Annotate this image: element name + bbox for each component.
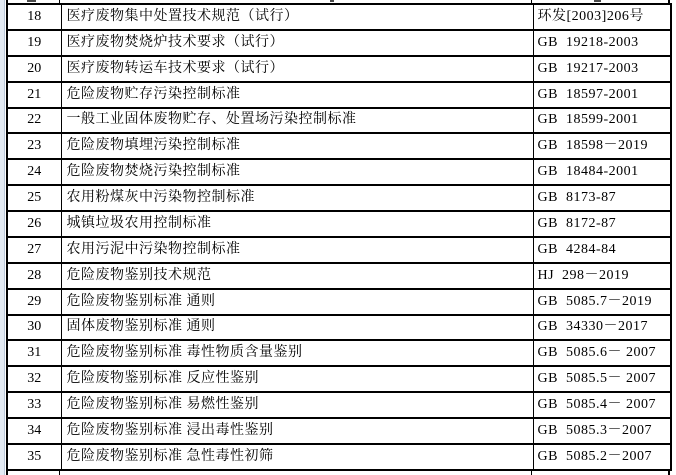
row-number-cell: 22 <box>7 108 61 134</box>
cropped-row-fragment <box>594 0 601 2</box>
standard-title-cell: 医疗废物转运车技术要求（试行） <box>61 56 533 82</box>
table-row <box>7 4 671 30</box>
row-number-cell: 24 <box>7 159 61 185</box>
row-number-cell: 18 <box>7 4 61 30</box>
table-row <box>7 133 671 159</box>
table-row <box>7 159 671 185</box>
standards-table-body <box>7 4 671 470</box>
row-number-cell: 30 <box>7 315 61 341</box>
cropped-row-fragment <box>330 0 334 2</box>
table-row <box>7 30 671 56</box>
standard-title-cell: 危险废物鉴别标准 急性毒性初筛 <box>61 444 533 470</box>
standard-title-cell: 城镇垃圾农用控制标准 <box>61 211 533 237</box>
standard-code-cell: GB 19218-2003 <box>533 30 671 56</box>
column-border-stub <box>668 471 670 475</box>
standard-title-cell: 危险废物鉴别标准 浸出毒性鉴别 <box>61 418 533 444</box>
standard-title-cell: 危险废物填埋污染控制标准 <box>61 133 533 159</box>
row-number-cell: 23 <box>7 133 61 159</box>
cropped-row-fragment <box>27 0 36 2</box>
table-row <box>7 289 671 315</box>
standard-code-cell: GB 4284-84 <box>533 237 671 263</box>
standard-code-cell: GB 19217-2003 <box>533 56 671 82</box>
standard-code-cell: 环发[2003]206号 <box>533 4 671 30</box>
column-border-stub <box>531 471 532 475</box>
row-number-cell: 29 <box>7 289 61 315</box>
standard-title-cell: 危险废物鉴别标准 易燃性鉴别 <box>61 392 533 418</box>
standard-code-cell: GB 5085.5－ 2007 <box>533 366 671 392</box>
standard-title-cell: 农用污泥中污染物控制标准 <box>61 237 533 263</box>
table-row <box>7 237 671 263</box>
row-number-cell: 32 <box>7 366 61 392</box>
standard-code-cell: GB 18484-2001 <box>533 159 671 185</box>
standard-code-cell: GB 8172-87 <box>533 211 671 237</box>
standard-title-cell: 危险废物鉴别技术规范 <box>61 263 533 289</box>
table-row <box>7 108 671 134</box>
table-row <box>7 82 671 108</box>
table-row <box>7 444 671 470</box>
table-row <box>7 418 671 444</box>
row-number-cell: 19 <box>7 30 61 56</box>
standard-code-cell: GB 5085.3－2007 <box>533 418 671 444</box>
standard-title-cell: 医疗废物集中处置技术规范（试行） <box>61 4 533 30</box>
row-number-cell: 31 <box>7 340 61 366</box>
row-number-cell: 25 <box>7 185 61 211</box>
standard-code-cell: GB 5085.4－ 2007 <box>533 392 671 418</box>
table-row <box>7 315 671 341</box>
standard-title-cell: 医疗废物焚烧炉技术要求（试行） <box>61 30 533 56</box>
standard-code-cell: GB 18597-2001 <box>533 82 671 108</box>
row-number-cell: 35 <box>7 444 61 470</box>
standard-code-cell: GB 18598－2019 <box>533 133 671 159</box>
standard-title-cell: 危险废物焚烧污染控制标准 <box>61 159 533 185</box>
row-number-cell: 27 <box>7 237 61 263</box>
standard-code-cell: HJ 298－2019 <box>533 263 671 289</box>
table-row <box>7 366 671 392</box>
column-border-stub <box>6 471 8 475</box>
standard-title-cell: 危险废物鉴别标准 反应性鉴别 <box>61 366 533 392</box>
standard-code-cell: GB 8173-87 <box>533 185 671 211</box>
standard-code-cell: GB 5085.7－2019 <box>533 289 671 315</box>
standard-title-cell: 农用粉煤灰中污染物控制标准 <box>61 185 533 211</box>
table-row <box>7 392 671 418</box>
standard-title-cell: 危险废物鉴别标准 通则 <box>61 289 533 315</box>
table-row <box>7 185 671 211</box>
table-row <box>7 211 671 237</box>
table-row <box>7 56 671 82</box>
row-number-cell: 20 <box>7 56 61 82</box>
table-row <box>7 340 671 366</box>
standard-code-cell: GB 5085.6－ 2007 <box>533 340 671 366</box>
row-number-cell: 34 <box>7 418 61 444</box>
standard-title-cell: 一般工业固体废物贮存、处置场污染控制标准 <box>61 108 533 134</box>
standard-code-cell: GB 18599-2001 <box>533 108 671 134</box>
standard-code-cell: GB 5085.2－2007 <box>533 444 671 470</box>
row-number-cell: 33 <box>7 392 61 418</box>
standard-code-cell: GB 34330－2017 <box>533 315 671 341</box>
standard-title-cell: 危险废物鉴别标准 毒性物质含量鉴别 <box>61 340 533 366</box>
standard-title-cell: 固体废物鉴别标准 通则 <box>61 315 533 341</box>
standards-table <box>6 3 672 471</box>
row-number-cell: 28 <box>7 263 61 289</box>
row-number-cell: 21 <box>7 82 61 108</box>
column-border-stub <box>59 471 60 475</box>
row-number-cell: 26 <box>7 211 61 237</box>
table-row <box>7 263 671 289</box>
standard-title-cell: 危险废物贮存污染控制标准 <box>61 82 533 108</box>
page-left-edge <box>0 0 5 475</box>
